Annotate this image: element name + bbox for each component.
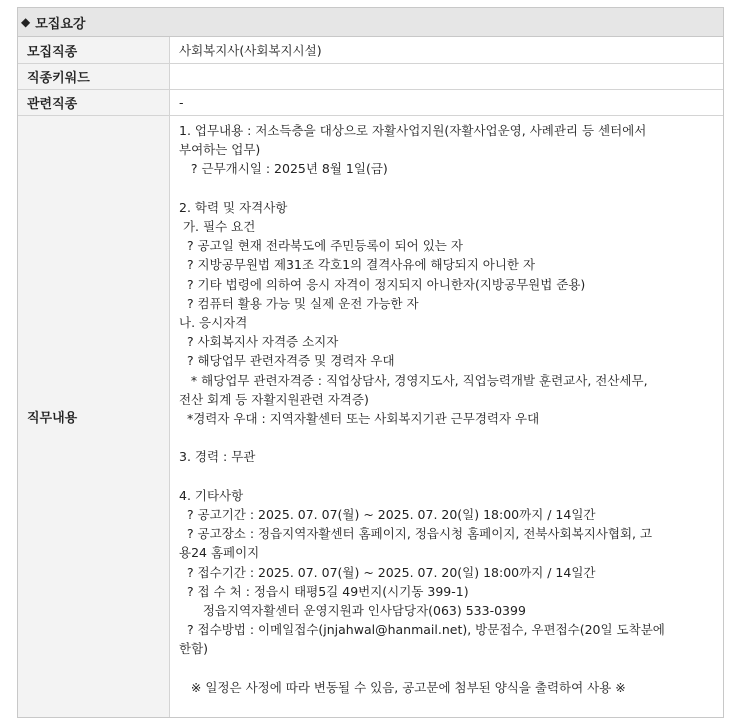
table-row-job-keyword (18, 64, 723, 90)
description-line: 4. 기타사항 (179, 487, 244, 503)
description-line: 한함) (179, 641, 209, 657)
description-line: 부여하는 업무) (179, 142, 261, 158)
description-line: ※ 일정은 사정에 따라 변동될 수 있음, 공고문에 첨부된 양식을 출력하여 사용 ※ (179, 679, 626, 695)
description-line (179, 179, 711, 198)
description-line: ? 해당업무 관련자격증 및 경력자 우대 (179, 353, 395, 369)
table-row-job-description (18, 116, 723, 717)
description-line: ? 지방공무원법 제31조 각호1의 결격사유에 해당되지 아니한 자 (179, 257, 536, 273)
description-line: ? 접 수 처 : 정읍시 태평5길 49번지(시기동 399-1) (179, 583, 469, 599)
recruitment-info-table (17, 7, 724, 718)
description-line: ? 컴퓨터 활용 가능 및 실제 운전 가능한 자 (179, 295, 419, 311)
description-line: ? 접수기간 : 2025. 07. 07(월) ~ 2025. 07. 20(일) 18:00까지 / 14일간 (179, 564, 596, 580)
description-line: ? 접수방법 : 이메일접수(jnjahwal@hanmail.net), 방문접수, 우편접수(20일 도착분에 (179, 622, 665, 638)
description-line: ? 공고장소 : 정읍지역자활센터 홈페이지, 정읍시청 홈페이지, 전북사회복지사협회, 고 (179, 526, 653, 542)
description-line (179, 428, 711, 447)
diamond-bullet-icon: ◆ (21, 15, 31, 29)
description-line: 1. 업무내용 : 저소득층을 대상으로 자활사업지원(자활사업운영, 사례관리 등 센터에서 (179, 123, 647, 138)
row-label: 직종키워드 (18, 64, 170, 89)
description-line: ? 공고일 현재 전라북도에 주민등록이 되어 있는 자 (179, 238, 463, 254)
row-label: 관련직종 (18, 90, 170, 115)
description-line (179, 467, 711, 486)
table-row-related-job (18, 90, 723, 116)
row-label: 직무내용 (18, 116, 170, 717)
description-line: 2. 학력 및 자격사항 (179, 199, 288, 215)
row-value: - (179, 95, 184, 110)
section-header (18, 8, 723, 37)
description-line: 전산 회계 등 자활지원관련 자격증) (179, 391, 369, 407)
table-row-job-category (18, 37, 723, 64)
description-line: 3. 경력 : 무관 (179, 449, 256, 465)
description-line: 용24 홈페이지 (179, 545, 260, 561)
description-line: ? 공고기간 : 2025. 07. 07(월) ~ 2025. 07. 20(일) 18:00까지 / 14일간 (179, 507, 596, 523)
description-line: 나. 응시자격 (179, 315, 248, 331)
section-title: 모집요강 (35, 16, 86, 32)
description-line: 정읍지역자활센터 운영지원과 인사담당자(063) 533-0399 (179, 603, 526, 619)
job-description-body (170, 116, 723, 717)
description-line: ? 근무개시일 : 2025년 8월 1일(금) (179, 161, 388, 177)
description-line (179, 659, 711, 678)
description-line: ? 사회복지사 자격증 소지자 (179, 334, 339, 350)
description-line: 가. 필수 요건 (179, 219, 256, 234)
description-line: *경력자 우대 : 지역자활센터 또는 사회복지기관 근무경력자 우대 (179, 411, 540, 427)
row-label: 모집직종 (18, 37, 170, 63)
row-value (170, 64, 723, 89)
description-line: ? 기타 법령에 의하여 응시 자격이 정지되지 아니한자(지방공무원법 준용) (179, 276, 586, 292)
description-line: * 해당업무 관련자격증 : 직업상담사, 경영지도사, 직업능력개발 훈련교사, 전산세무, (179, 372, 648, 388)
row-value: 사회복지사(사회복지시설) (179, 43, 322, 58)
